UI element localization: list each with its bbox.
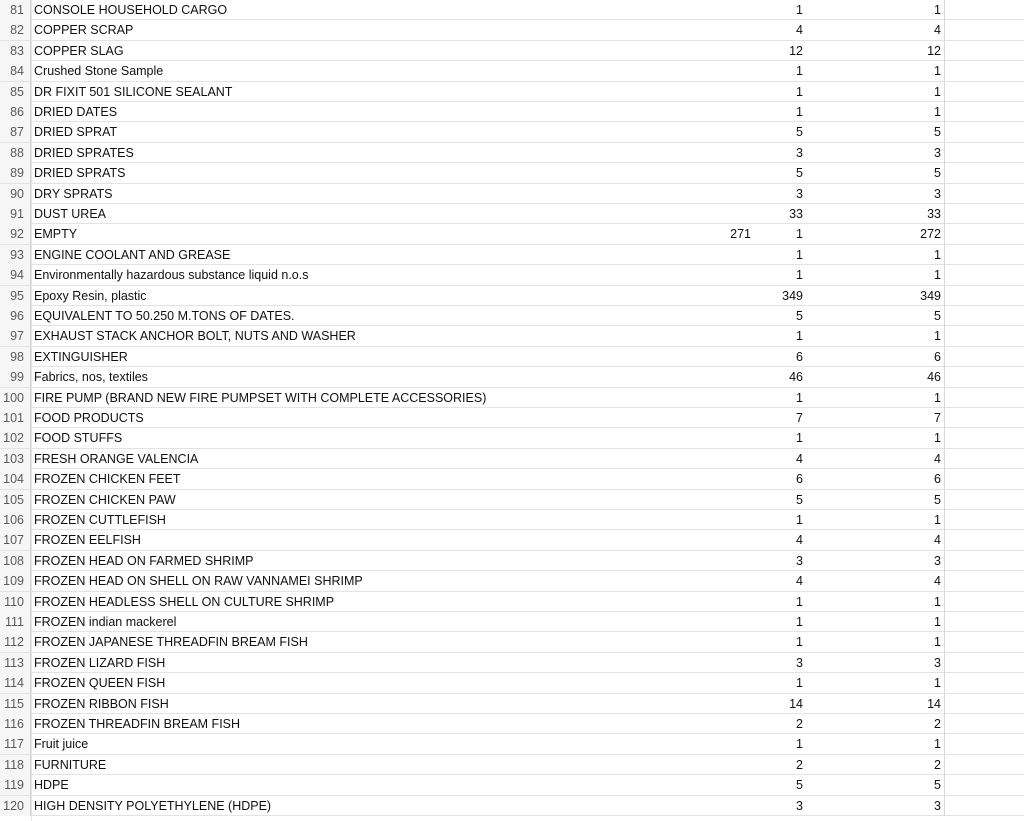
value-cell-col1[interactable]: [680, 286, 752, 306]
empty-cell[interactable]: [944, 20, 1024, 40]
row-number[interactable]: 119: [0, 775, 31, 795]
total-cell[interactable]: 3: [934, 655, 941, 670]
total-cell[interactable]: 1: [934, 737, 941, 752]
value-cell-col2[interactable]: 1: [796, 676, 803, 691]
total-cell[interactable]: 14: [927, 696, 941, 711]
empty-cell[interactable]: [944, 510, 1024, 530]
total-cell[interactable]: 6: [934, 349, 941, 364]
table-row: [0, 694, 1024, 714]
value-cell-col2[interactable]: 4: [796, 23, 803, 38]
total-cell[interactable]: 5: [934, 778, 941, 793]
table-row: [0, 204, 1024, 224]
cargo-description-cell[interactable]: FROZEN QUEEN FISH: [34, 676, 166, 691]
value-cell-col2[interactable]: 3: [796, 553, 803, 568]
row-number[interactable]: 88: [0, 143, 31, 163]
empty-cell[interactable]: [944, 796, 1024, 816]
table-row: [0, 367, 1024, 387]
value-cell-col1[interactable]: [680, 184, 752, 204]
row-number[interactable]: 116: [0, 714, 31, 734]
row-number[interactable]: 99: [0, 367, 31, 387]
table-row: [0, 82, 1024, 102]
total-cell[interactable]: 7: [934, 411, 941, 425]
table-row: [0, 530, 1024, 550]
value-cell-col2[interactable]: 4: [796, 451, 803, 466]
value-cell-col2[interactable]: 1: [796, 737, 803, 752]
value-cell-col1[interactable]: [680, 449, 752, 469]
table-row: [0, 551, 1024, 571]
value-cell-col2[interactable]: 5: [796, 309, 803, 323]
value-cell-col1[interactable]: [680, 530, 752, 550]
table-row: [0, 184, 1024, 204]
value-cell-col1[interactable]: 271: [730, 227, 751, 242]
value-cell-col2[interactable]: 5: [796, 492, 803, 507]
table-row: [0, 673, 1024, 693]
value-cell-col1[interactable]: [680, 0, 752, 20]
row-number[interactable]: 96: [0, 306, 31, 326]
total-cell[interactable]: 4: [934, 451, 941, 466]
total-cell[interactable]: 3: [934, 186, 941, 201]
empty-cell[interactable]: [944, 612, 1024, 632]
value-cell-col1[interactable]: [680, 347, 752, 367]
cargo-description-cell[interactable]: FROZEN EELFISH: [34, 533, 141, 548]
total-cell[interactable]: 3: [934, 798, 941, 813]
row-number[interactable]: 95: [0, 286, 31, 306]
total-cell[interactable]: 1: [934, 84, 941, 99]
value-cell-col2[interactable]: 349: [782, 288, 803, 303]
cargo-description-cell[interactable]: FROZEN HEAD ON FARMED SHRIMP: [34, 553, 254, 568]
total-cell[interactable]: 1: [934, 390, 941, 405]
table-row: [0, 347, 1024, 367]
value-cell-col2[interactable]: 5: [796, 125, 803, 140]
value-cell-col1[interactable]: [680, 551, 752, 571]
cargo-description-cell[interactable]: FROZEN RIBBON FISH: [34, 696, 169, 711]
table-row: [0, 510, 1024, 530]
row-number[interactable]: 84: [0, 61, 31, 81]
table-row: [0, 408, 1024, 428]
row-number[interactable]: 102: [0, 428, 31, 448]
cargo-description-cell[interactable]: DRIED SPRATES: [34, 145, 134, 160]
total-cell[interactable]: 1: [934, 268, 941, 283]
total-cell[interactable]: 4: [934, 574, 941, 589]
empty-cell[interactable]: [944, 469, 1024, 489]
value-cell-col2[interactable]: 1: [796, 513, 803, 527]
value-cell-col2[interactable]: 5: [796, 166, 803, 181]
empty-cell[interactable]: [944, 673, 1024, 693]
value-cell-col1[interactable]: [680, 122, 752, 142]
total-cell[interactable]: 1: [934, 105, 941, 119]
row-number[interactable]: 117: [0, 734, 31, 754]
empty-cell[interactable]: [944, 61, 1024, 81]
table-row: [0, 571, 1024, 591]
cargo-description-cell[interactable]: FOOD PRODUCTS: [34, 411, 144, 425]
empty-cell[interactable]: [944, 245, 1024, 265]
cargo-description-cell[interactable]: DUST UREA: [34, 207, 107, 221]
cargo-description-cell[interactable]: FROZEN CHICKEN PAW: [34, 492, 176, 507]
value-cell-col1[interactable]: [680, 408, 752, 428]
value-cell-col1[interactable]: [680, 306, 752, 326]
value-cell-col1[interactable]: [680, 592, 752, 612]
value-cell-col1[interactable]: [680, 61, 752, 81]
empty-cell[interactable]: [944, 551, 1024, 571]
value-cell-col1[interactable]: [680, 490, 752, 510]
total-cell[interactable]: 3: [934, 145, 941, 160]
empty-cell[interactable]: [944, 714, 1024, 734]
empty-cell[interactable]: [944, 775, 1024, 795]
value-cell-col1[interactable]: [680, 571, 752, 591]
cargo-description-cell[interactable]: Fabrics, nos, textiles: [34, 370, 148, 385]
value-cell-col2[interactable]: 6: [796, 349, 803, 364]
empty-cell[interactable]: [944, 347, 1024, 367]
value-cell-col1[interactable]: [680, 367, 752, 387]
row-number[interactable]: 101: [0, 408, 31, 428]
cargo-description-cell[interactable]: FROZEN JAPANESE THREADFIN BREAM FISH: [34, 635, 308, 650]
cargo-description-cell[interactable]: FROZEN LIZARD FISH: [34, 655, 166, 670]
row-number[interactable]: 81: [0, 0, 31, 20]
value-cell-col2[interactable]: 1: [796, 594, 803, 609]
empty-cell[interactable]: [944, 224, 1024, 244]
total-cell[interactable]: 2: [934, 717, 941, 731]
total-cell[interactable]: 1: [934, 635, 941, 650]
total-cell[interactable]: 1: [934, 329, 941, 344]
value-cell-col2[interactable]: 12: [789, 43, 803, 58]
table-row: [0, 41, 1024, 61]
row-number[interactable]: 110: [0, 592, 31, 612]
total-cell[interactable]: 4: [934, 533, 941, 548]
empty-cell[interactable]: [944, 163, 1024, 183]
total-cell[interactable]: 349: [920, 288, 941, 303]
cargo-description-cell[interactable]: COPPER SCRAP: [34, 23, 134, 38]
total-cell[interactable]: 1: [934, 247, 941, 262]
empty-cell[interactable]: [944, 204, 1024, 224]
table-row: [0, 306, 1024, 326]
table-row: [0, 755, 1024, 775]
empty-cell[interactable]: [944, 388, 1024, 408]
cargo-description-cell[interactable]: Crushed Stone Sample: [34, 64, 164, 79]
value-cell-col1[interactable]: [680, 734, 752, 754]
value-cell-col2[interactable]: 5: [796, 778, 803, 793]
empty-cell[interactable]: [944, 571, 1024, 591]
value-cell-col1[interactable]: [680, 694, 752, 714]
row-number[interactable]: 104: [0, 469, 31, 489]
total-cell[interactable]: 1: [934, 594, 941, 609]
table-row: [0, 632, 1024, 652]
value-cell-col2[interactable]: 33: [789, 207, 803, 221]
cargo-description-cell[interactable]: FROZEN HEAD ON SHELL ON RAW VANNAMEI SHRIMP: [34, 574, 363, 589]
table-row: [0, 714, 1024, 734]
row-number[interactable]: 90: [0, 184, 31, 204]
cargo-description-cell[interactable]: DRIED SPRAT: [34, 125, 118, 140]
cargo-description-cell[interactable]: FROZEN HEADLESS SHELL ON CULTURE SHRIMP: [34, 594, 335, 609]
cargo-description-cell[interactable]: DRY SPRATS: [34, 186, 113, 201]
row-number[interactable]: 120: [0, 796, 31, 816]
total-cell[interactable]: 1: [934, 615, 941, 629]
cargo-description-cell[interactable]: EQUIVALENT TO 50.250 M.TONS OF DATES.: [34, 309, 295, 323]
value-cell-col2[interactable]: 3: [796, 655, 803, 670]
table-row: [0, 653, 1024, 673]
value-cell-col1[interactable]: [680, 326, 752, 346]
row-number[interactable]: 97: [0, 326, 31, 346]
cargo-description-cell[interactable]: FROZEN indian mackerel: [34, 615, 177, 629]
table-row: [0, 61, 1024, 81]
value-cell-col1[interactable]: [680, 204, 752, 224]
empty-cell[interactable]: [944, 408, 1024, 428]
value-cell-col1[interactable]: [680, 41, 752, 61]
cargo-description-cell[interactable]: FROZEN CHICKEN FEET: [34, 472, 181, 487]
table-row: [0, 734, 1024, 754]
row-number[interactable]: 85: [0, 82, 31, 102]
row-number[interactable]: 109: [0, 571, 31, 591]
value-cell-col1[interactable]: [680, 143, 752, 163]
row-number[interactable]: 89: [0, 163, 31, 183]
table-row: [0, 265, 1024, 285]
total-cell[interactable]: 1: [934, 3, 941, 17]
empty-cell[interactable]: [944, 286, 1024, 306]
value-cell-col1[interactable]: [680, 163, 752, 183]
total-cell[interactable]: 5: [934, 492, 941, 507]
total-cell[interactable]: 272: [920, 227, 941, 242]
row-number[interactable]: 93: [0, 245, 31, 265]
value-cell-col1[interactable]: [680, 510, 752, 530]
cargo-description-cell[interactable]: FROZEN THREADFIN BREAM FISH: [34, 717, 241, 731]
row-number[interactable]: 92: [0, 224, 31, 244]
value-cell-col2[interactable]: 1: [796, 390, 803, 405]
table-row: [0, 245, 1024, 265]
total-cell[interactable]: 33: [927, 207, 941, 221]
cargo-description-cell[interactable]: Fruit juice: [34, 737, 89, 752]
empty-cell[interactable]: [944, 653, 1024, 673]
value-cell-col1[interactable]: [680, 82, 752, 102]
empty-cell[interactable]: [944, 143, 1024, 163]
cargo-description-cell[interactable]: CONSOLE HOUSEHOLD CARGO: [34, 3, 228, 17]
value-cell-col1[interactable]: [680, 265, 752, 285]
cargo-description-cell[interactable]: ENGINE COOLANT AND GREASE: [34, 247, 231, 262]
value-cell-col2[interactable]: 1: [796, 247, 803, 262]
row-number[interactable]: 115: [0, 694, 31, 714]
total-cell[interactable]: 1: [934, 64, 941, 79]
value-cell-col1[interactable]: [680, 102, 752, 122]
row-number[interactable]: 106: [0, 510, 31, 530]
table-row: [0, 326, 1024, 346]
row-number[interactable]: 98: [0, 347, 31, 367]
table-row: [0, 0, 1024, 20]
value-cell-col2[interactable]: 2: [796, 757, 803, 772]
table-row: [0, 449, 1024, 469]
table-row: [0, 286, 1024, 306]
table-row: [0, 469, 1024, 489]
table-row: [0, 122, 1024, 142]
table-row: [0, 796, 1024, 816]
value-cell-col1[interactable]: [680, 653, 752, 673]
empty-cell[interactable]: [944, 449, 1024, 469]
empty-cell[interactable]: [944, 326, 1024, 346]
value-cell-col2[interactable]: 7: [796, 411, 803, 425]
total-cell[interactable]: 1: [934, 676, 941, 691]
cargo-description-cell[interactable]: FOOD STUFFS: [34, 431, 123, 446]
empty-cell[interactable]: [944, 82, 1024, 102]
value-cell-col1[interactable]: [680, 755, 752, 775]
empty-cell[interactable]: [944, 755, 1024, 775]
total-cell[interactable]: 2: [934, 757, 941, 772]
table-row: [0, 143, 1024, 163]
value-cell-col2[interactable]: 1: [796, 615, 803, 629]
empty-cell[interactable]: [944, 306, 1024, 326]
table-row: [0, 102, 1024, 122]
row-number[interactable]: 114: [0, 673, 31, 693]
row-number[interactable]: 100: [0, 388, 31, 408]
empty-cell[interactable]: [944, 734, 1024, 754]
row-number[interactable]: 118: [0, 755, 31, 775]
value-cell-col1[interactable]: [680, 388, 752, 408]
cargo-description-cell[interactable]: Environmentally hazardous substance liquid n.o.s: [34, 268, 309, 283]
row-number[interactable]: 113: [0, 653, 31, 673]
total-cell[interactable]: 12: [927, 43, 941, 58]
empty-cell[interactable]: [944, 184, 1024, 204]
row-number[interactable]: 105: [0, 490, 31, 510]
value-cell-col2[interactable]: 1: [796, 227, 803, 242]
cargo-description-cell[interactable]: COPPER SLAG: [34, 43, 124, 58]
row-number[interactable]: 87: [0, 122, 31, 142]
cargo-description-cell[interactable]: FROZEN CUTTLEFISH: [34, 513, 166, 527]
cargo-description-cell[interactable]: DRIED DATES: [34, 105, 118, 119]
cargo-description-cell[interactable]: HDPE: [34, 778, 69, 793]
row-number[interactable]: 108: [0, 551, 31, 571]
cargo-description-cell[interactable]: EXHAUST STACK ANCHOR BOLT, NUTS AND WASHER: [34, 329, 356, 344]
value-cell-col1[interactable]: [680, 428, 752, 448]
empty-cell[interactable]: [944, 367, 1024, 387]
empty-cell[interactable]: [944, 41, 1024, 61]
total-cell[interactable]: 1: [934, 513, 941, 527]
empty-cell[interactable]: [944, 490, 1024, 510]
table-row: [0, 612, 1024, 632]
cargo-description-cell[interactable]: HIGH DENSITY POLYETHYLENE (HDPE): [34, 798, 272, 813]
row-number[interactable]: 112: [0, 632, 31, 652]
table-row: [0, 490, 1024, 510]
value-cell-col2[interactable]: 3: [796, 186, 803, 201]
cargo-description-cell[interactable]: DRIED SPRATS: [34, 166, 126, 181]
value-cell-col2[interactable]: 14: [789, 696, 803, 711]
total-cell[interactable]: 1: [934, 431, 941, 446]
value-cell-col2[interactable]: 1: [796, 84, 803, 99]
cargo-description-cell[interactable]: EXTINGUISHER: [34, 349, 128, 364]
row-number[interactable]: 107: [0, 530, 31, 550]
table-row: [0, 388, 1024, 408]
value-cell-col2[interactable]: 6: [796, 472, 803, 487]
total-cell[interactable]: 3: [934, 553, 941, 568]
value-cell-col2[interactable]: 1: [796, 3, 803, 17]
total-cell[interactable]: 5: [934, 125, 941, 140]
cargo-description-cell[interactable]: FIRE PUMP (BRAND NEW FIRE PUMPSET WITH COMPLETE ACCESSORIES): [34, 390, 487, 405]
value-cell-col2[interactable]: 1: [796, 268, 803, 283]
table-row: [0, 592, 1024, 612]
value-cell-col1[interactable]: [680, 632, 752, 652]
table-row: [0, 163, 1024, 183]
row-number[interactable]: 82: [0, 20, 31, 40]
row-number[interactable]: 103: [0, 449, 31, 469]
cargo-description-cell[interactable]: DR FIXIT 501 SILICONE SEALANT: [34, 84, 233, 99]
total-cell[interactable]: 5: [934, 309, 941, 323]
value-cell-col1[interactable]: [680, 20, 752, 40]
value-cell-col2[interactable]: 4: [796, 533, 803, 548]
empty-cell[interactable]: [944, 632, 1024, 652]
value-cell-col2[interactable]: 4: [796, 574, 803, 589]
value-cell-col2[interactable]: 46: [789, 370, 803, 385]
value-cell-col1[interactable]: [680, 796, 752, 816]
cargo-description-cell[interactable]: FRESH ORANGE VALENCIA: [34, 451, 199, 466]
total-cell[interactable]: 46: [927, 370, 941, 385]
value-cell-col2[interactable]: 1: [796, 329, 803, 344]
row-number[interactable]: 83: [0, 41, 31, 61]
value-cell-col2[interactable]: 1: [796, 64, 803, 79]
row-number[interactable]: 86: [0, 102, 31, 122]
value-cell-col2[interactable]: 3: [796, 145, 803, 160]
row-number[interactable]: 111: [0, 612, 31, 632]
empty-cell[interactable]: [944, 530, 1024, 550]
value-cell-col2[interactable]: 1: [796, 105, 803, 119]
value-cell-col1[interactable]: [680, 469, 752, 489]
total-cell[interactable]: 5: [934, 166, 941, 181]
table-row: [0, 775, 1024, 795]
value-cell-col1[interactable]: [680, 775, 752, 795]
row-number[interactable]: 91: [0, 204, 31, 224]
empty-cell[interactable]: [944, 265, 1024, 285]
value-cell-col2[interactable]: 2: [796, 717, 803, 731]
empty-cell[interactable]: [944, 428, 1024, 448]
empty-cell[interactable]: [944, 122, 1024, 142]
total-cell[interactable]: 6: [934, 472, 941, 487]
empty-cell[interactable]: [944, 694, 1024, 714]
row-number[interactable]: 94: [0, 265, 31, 285]
table-row: [0, 20, 1024, 40]
value-cell-col1[interactable]: [680, 673, 752, 693]
cargo-description-cell[interactable]: Epoxy Resin, plastic: [34, 288, 147, 303]
cargo-description-cell[interactable]: FURNITURE: [34, 757, 107, 772]
value-cell-col1[interactable]: [680, 714, 752, 734]
empty-cell[interactable]: [944, 102, 1024, 122]
value-cell-col1[interactable]: [680, 612, 752, 632]
value-cell-col2[interactable]: 1: [796, 431, 803, 446]
empty-cell[interactable]: [944, 592, 1024, 612]
value-cell-col2[interactable]: 3: [796, 798, 803, 813]
total-cell[interactable]: 4: [934, 23, 941, 38]
table-row: [0, 428, 1024, 448]
value-cell-col2[interactable]: 1: [796, 635, 803, 650]
cargo-description-cell[interactable]: EMPTY: [34, 227, 78, 242]
empty-cell[interactable]: [944, 0, 1024, 20]
value-cell-col1[interactable]: [680, 245, 752, 265]
table-row: [0, 224, 1024, 244]
